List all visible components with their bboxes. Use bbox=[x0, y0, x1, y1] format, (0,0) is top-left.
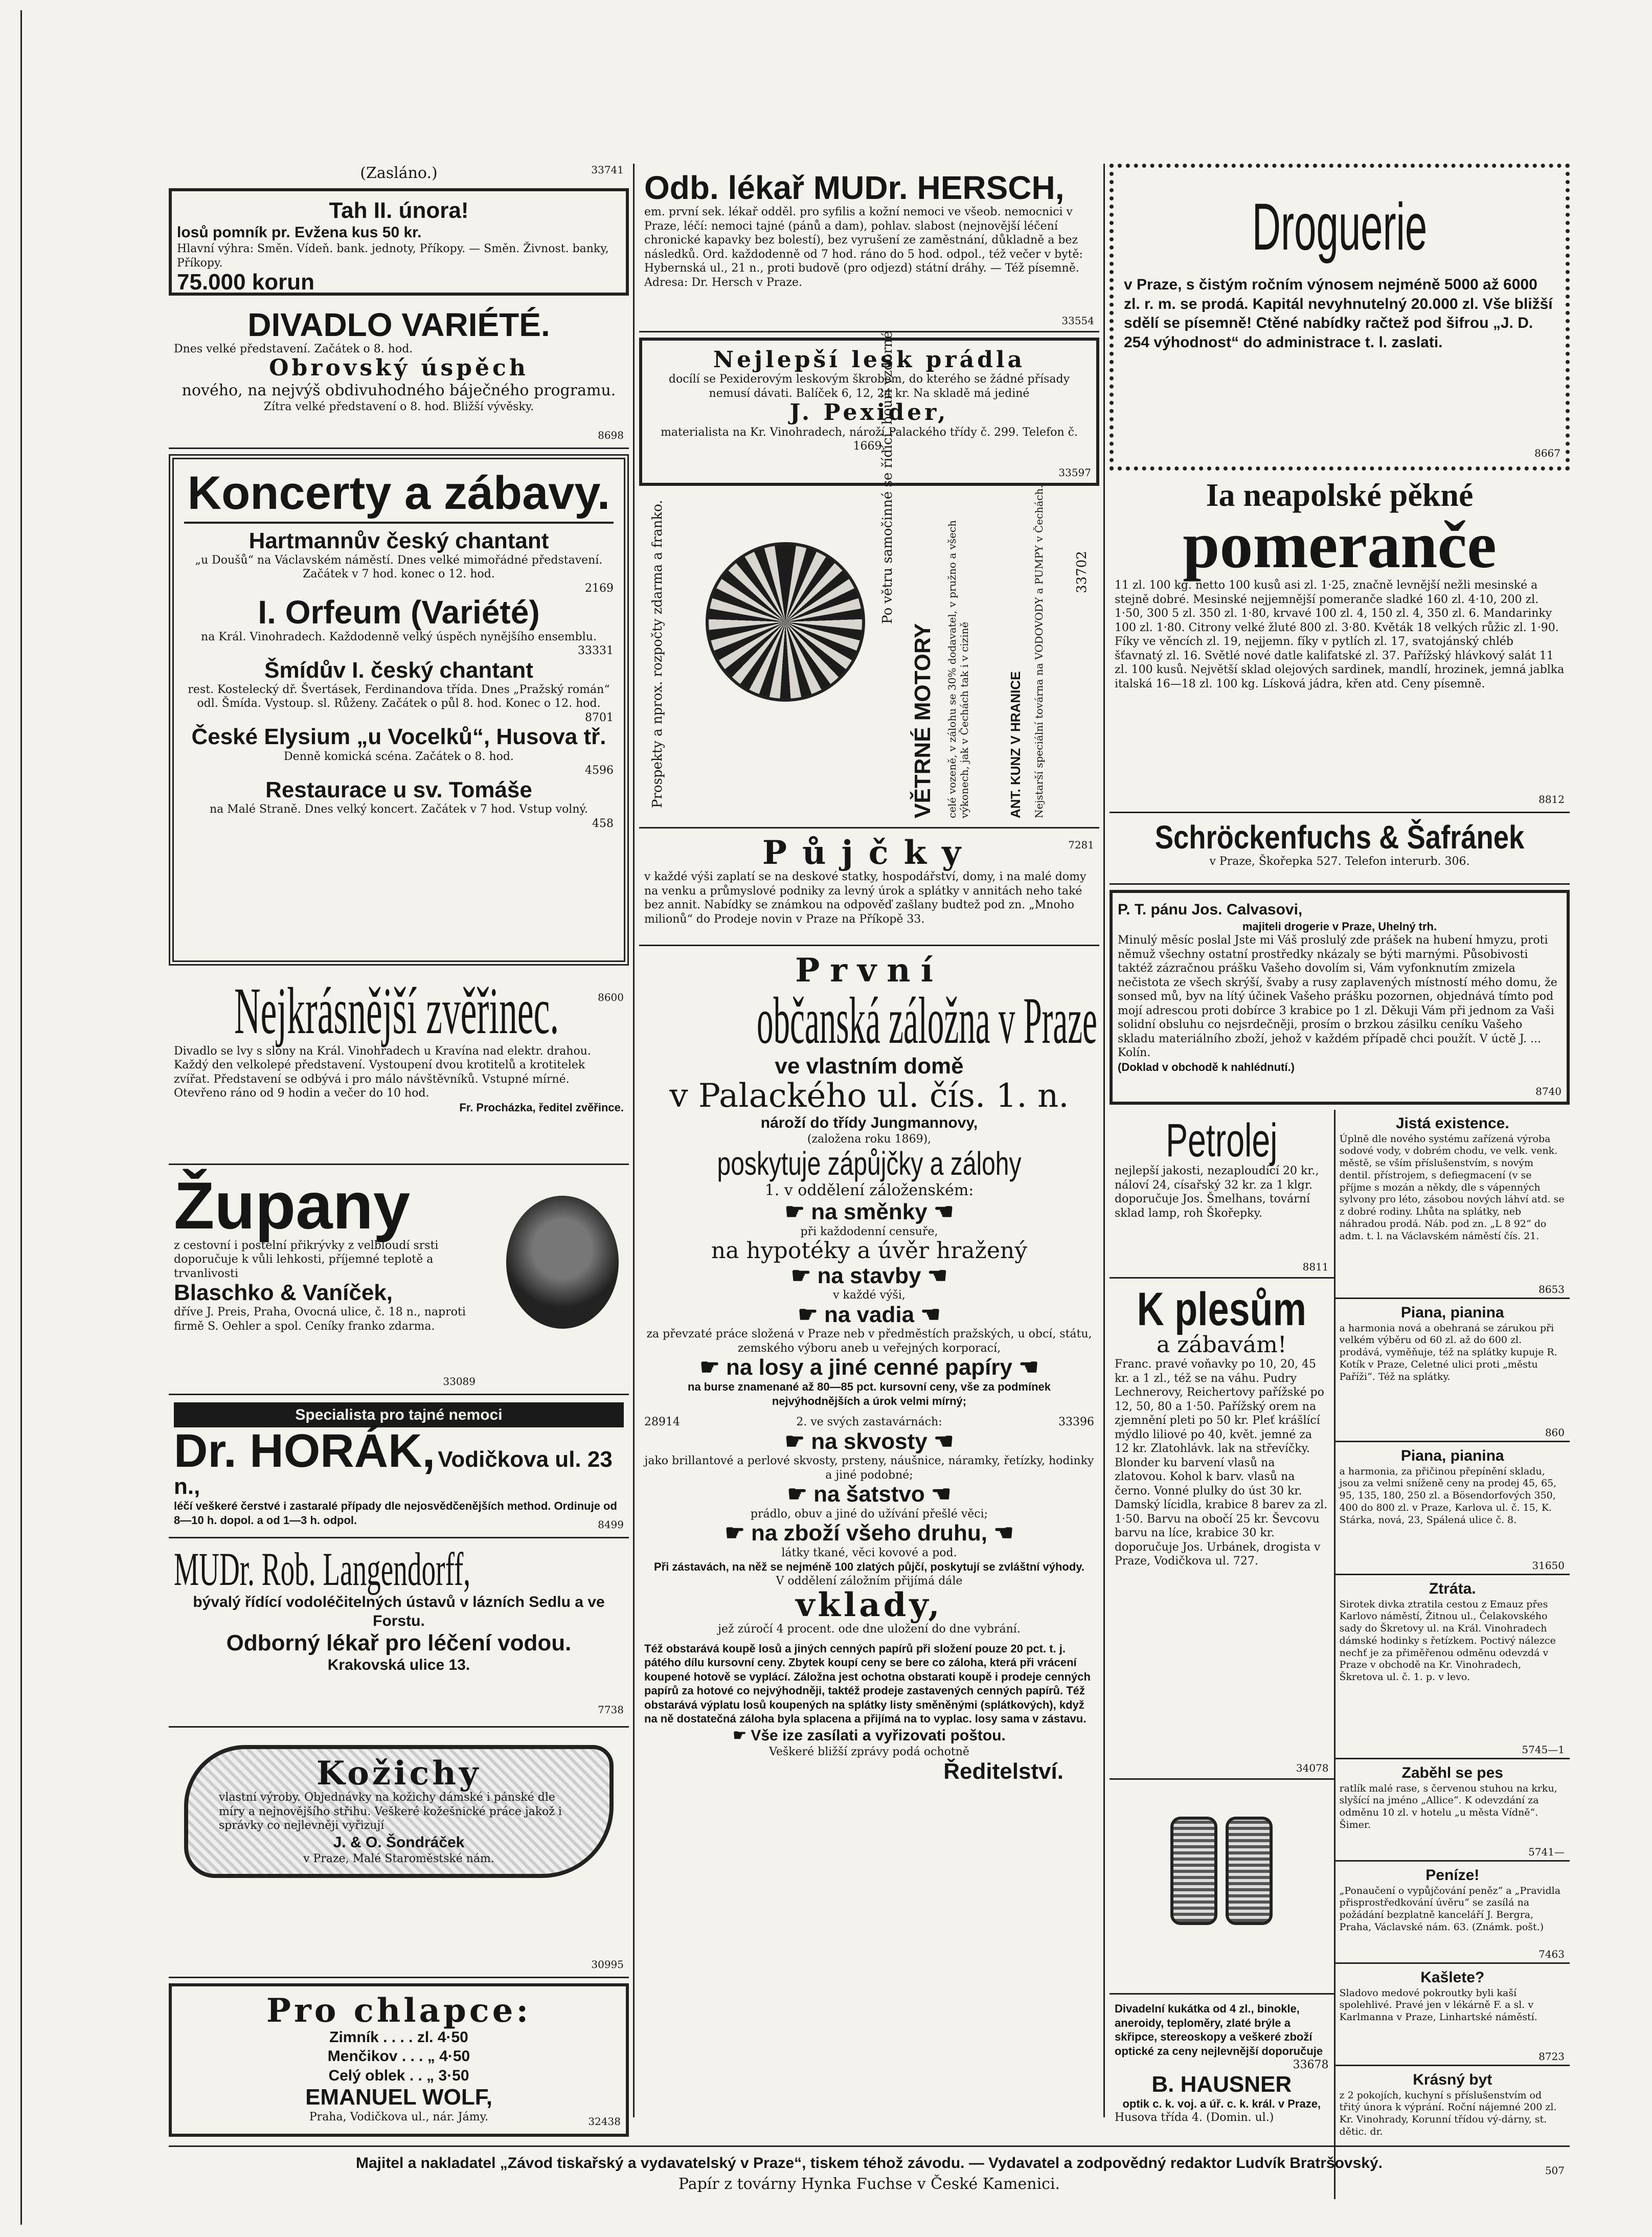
pawn-header-row bbox=[644, 1415, 1094, 1429]
ad-number: 8499 bbox=[598, 1518, 624, 1531]
ad-text: Po větru samočinné se řídící, bouří vzdorné bbox=[880, 331, 895, 624]
pexider-ad bbox=[639, 338, 1099, 486]
service-title: na vadia bbox=[824, 1302, 915, 1327]
ad-number: 8740 bbox=[1535, 1085, 1562, 1098]
venue-title: I. Orfeum (Variété) bbox=[258, 594, 540, 631]
ad-text: v Praze, s čistým ročním výnosem nejméně 5000 až 6000 zl. r. m. se prodá. Kapitál nevyhnutelný 20.000 zl. Vše bližší sdělí se písemně! Ctěné nabídky račtež pod šifrou „J. D. 254 výhodnost“ do administrace t. l. zaslati. bbox=[1124, 276, 1553, 351]
ad-text: Úplně dle nového systému zařízená výroba sodové vody, v dobrém chodu, ve velk. venk. městě, se vším příslušenstvím, s novým dentil. přístrojem, s defiegmacení (v se příjme s mozán a někdy, dle s vápenných sylvony pro léto, zásobou nových láhví atd. se z dobré rodiny. Lhůta na splátky, neb náhradou prodá. Náb. pod zn. „L 8 92“ do adm. t. l. na Václavském náměstí čís. 21. bbox=[1339, 1133, 1565, 1242]
ad-title: Pro chlapce: bbox=[266, 1991, 532, 2030]
ad-number: 33554 bbox=[1061, 315, 1094, 327]
ad-text: Minulý měsíc poslal Jste mi Váš proslulý zde prášek na hubení hmyzu, proti němuž všechny ostatní prostředky nkázaly se býti marnými. Působivosti taktéž zázračnou prášku Vašeho dovolím si, Vám vyfonknutím zmizela nečistota ze všech skrýší, švaby a rusy zaplavených místností mého domu, že sonsed mů, byv na lítý účinek Vašeho prášku pozornen, objednává tímto pod mojí adrescou proti dobírce 3 krabice po 1 zl. Děkuji Vám při jednom za Vaši solidní obsluhu co nejsrdečněji, prosím o brzkou zásilku ceníku Vašeho skladu materiálního zboží, jehož v každém případě chci použít. V úctě J. ... Kolín. bbox=[1118, 934, 1557, 1059]
lottery-head: Tah II. února! bbox=[329, 197, 469, 223]
ad-number: 458 bbox=[592, 817, 614, 830]
venue-title: Hartmannův český chantant bbox=[248, 528, 549, 553]
service-title: na směnky bbox=[811, 1199, 927, 1225]
ad-address: v Praze, Škořepka 527. Telefon interurb. 306. bbox=[1209, 855, 1470, 868]
lottery-line: Hlavní výhra: Směn. Vídeň. bank. jednoty, Příkopy. — Směn. Živnost. banky, Příkopy. bbox=[177, 242, 609, 270]
ad-address: Vodičkova ul. 23 n., bbox=[174, 1447, 613, 1499]
venue-text: na Malé Straně. Dnes velký koncert. Začátek v 7 hod. Vstup volný. bbox=[209, 803, 589, 816]
piana-kotik-ad bbox=[1336, 1299, 1570, 1442]
ad-number: 33741 bbox=[591, 164, 624, 176]
pro-chlapce-ad bbox=[169, 1983, 629, 2137]
ad-number: 33396 bbox=[1058, 1416, 1094, 1429]
ad-title: VĚTRNÉ MOTORY bbox=[910, 623, 935, 818]
ad-number: 33702 bbox=[1074, 551, 1090, 593]
zaslano-label: (Zasláno.) bbox=[360, 164, 438, 182]
footer-rule bbox=[169, 2145, 1570, 2147]
pomerance-ad bbox=[1110, 471, 1570, 813]
service-title: na skvosty bbox=[811, 1428, 927, 1454]
ad-text: vlastní výroby. Objednávky na kožichy dámské i pánské dle míry a nejnovějšího střihu. Veškeré kožešnické práce jakož i správky co nejlevněji vyřizují bbox=[219, 1791, 562, 1832]
ad-text: celé vozeně, v zálohu se 30% dodavatel, v pružno a všech výkonech, jak v Čechách tak i v cizině bbox=[946, 520, 970, 818]
ad-number: 8600 bbox=[598, 991, 624, 1003]
service-text: 2. ve svých zastavárnách: bbox=[796, 1416, 942, 1429]
ad-text: 11 zl. 100 kg. netto 100 kusů asi zl. 1·25, značně levnější nežli mesinské a stejně dobré. Mesinské nejjemnější pomeranče sladké 160 zl. 4·10, 200 zl. 1·50, 300 5 zl. 350 zl. 1·80, krvavé 100 zl. 4, 150 zl. 4, 350 zl. 6. Mandarinky 100 zl. 1·80. Citrony velké žluté 800 zl. 3·80. Květák 18 velkých růžic zl. 1·90. Fíky ve věncích zl. 19, nejjemn. fíky v pytlích zl. 17, svatojánský chléb šťavnatý zl. 16. Světlé nové datle kalifatské zl. 37. Pařížský hlávkový salát 11 zl. 100 kusů. Největší sklad olejových sardinek, mandlí, hrozinek, jemná jablka italská 16—18 zl. 100 kg. Lísková jádra, křen atd. Ceny písemně. bbox=[1115, 579, 1565, 690]
ad-number: 28914 bbox=[644, 1416, 680, 1429]
ad-title: Petrolej bbox=[1166, 1114, 1278, 1167]
ad-text: Franc. pravé voňavky po 10, 20, 45 kr. a 1 zl., též se na váhu. Pudry Lechnerovy, Reichertovy pařížské po 12, 50, 80 a 1·50. Pařížský orem na zjemnění pleti po 50 kr. Pleť krášlící mýdlo liliové po 40, květ. jemné za 12 kr. Zlatohlávk. lak na střevíčky. Blonder ku barvení vlasů na zlatovou. Kohol k barv. vlasů na černo. Vonné plulky do úst 30 kr. Damský lícidla, krabice 8 barev za zl. 1·50. Barvu na obočí 25 kr. Ševcovu barvu na líce, krabice 30 kr. doporučuje Jos. Urbánek, drogista v Praze, Vodičkova ul. 727. bbox=[1115, 1358, 1328, 1568]
ad-number: 34078 bbox=[1296, 1762, 1329, 1774]
zupany-ad bbox=[169, 1165, 629, 1395]
man-portrait-icon bbox=[506, 1196, 619, 1329]
ad-title: DIVADLO VARIÉTÉ. bbox=[247, 306, 550, 343]
ad-number: 8812 bbox=[1538, 793, 1565, 806]
ad-number: 5745—1 bbox=[1522, 1743, 1565, 1756]
ad-text: „Ponaučení o vypůjčování peněz“ a „Pravidla přisprostředkování úvěru“ se zasílá na požádání bezplatně kanceláří J. Bergra, Praha, Václavské nám. 63. (Známk. pošt.) bbox=[1339, 1885, 1561, 1933]
service-text: prádlo, obuv a jiné do užívání přešlé věci; bbox=[750, 1507, 988, 1520]
ztrata-ad bbox=[1336, 1575, 1570, 1759]
service-title: na hypotéky a úvěr hražený bbox=[711, 1238, 1028, 1264]
ad-number: 8667 bbox=[1534, 447, 1560, 459]
ad-number: 33089 bbox=[443, 1375, 476, 1388]
ad-firm: EMANUEL WOLF, bbox=[305, 2085, 492, 2110]
ad-number: 30995 bbox=[591, 1958, 624, 1971]
pointing-hand-row: ☛ Vše ize zasílati a vyřizovati poštou. bbox=[733, 1727, 1006, 1744]
venue-text: rest. Kostelecký dř. Švertásek, Ferdinandova třída. Dnes „Pražský román“ odl. Šmída. Vystoup. sl. Růženy. Začátek o půl 8. hod. Konec o 12. hod. bbox=[188, 683, 610, 710]
venue-title: Šmídův I. český chantant bbox=[264, 657, 533, 683]
ad-address: materialista na Kr. Vinohradech, nároží Palackého třídy č. 299. Telefon č. 1669. bbox=[661, 426, 1078, 453]
imprint-line: Majitel a nakladatel „Závod tiskařský a vydavatelský v Praze“, tiskem téhož závodu. — Vydavatel a zodpovědný redaktor Ludvík Bratršovský. bbox=[355, 2155, 1383, 2172]
ad-title: Krásný byt bbox=[1413, 2071, 1492, 2088]
price-row: Zimník . . . . zl. 4·50 bbox=[329, 2028, 468, 2046]
ad-text: nového, na nejvýš obdivuhodného báječného programu. bbox=[182, 381, 616, 399]
ad-title: K plesům bbox=[1137, 1283, 1306, 1335]
service-text: V oddělení záložním přijímá dále bbox=[776, 1574, 963, 1587]
ad-title: Dr. HORÁK, bbox=[174, 1425, 436, 1477]
ad-text: docílí se Pexiderovým leskovým škrobem, do kterého se žádné přísady nemusí dávati. Balíček 6, 12, 24 kr. Na skladě má jediné bbox=[668, 373, 1070, 400]
ad-text: em. první sek. lékař odděl. pro syfilis a kožní nemoci ve všeob. nemocnici v Praze, léčí: nemoci tajné (pánů a dam), pohlav. slabost (nejnovější léčení chronické kapavky bez bolestí), bez vyrušení ze zaměstnání, důkladně a bez následků. Ord. každodenně od 7 hod. ráno do 5 hod. odpol., též večer v bytě: Hybernská ul., 21 n., proti budově (pro odjezd) státní dráhy. — Též písemně. Adresa: Dr. Hersch v Praze. bbox=[644, 206, 1083, 289]
penize-ad bbox=[1336, 1862, 1570, 1964]
ad-text: (Doklad v obchodě k nahlédnutí.) bbox=[1118, 1060, 1295, 1073]
ad-firm: J. Pexider, bbox=[789, 399, 949, 426]
ad-signature: Ředitelství. bbox=[943, 1758, 1063, 1784]
binoculars-illustration bbox=[1110, 1780, 1334, 1995]
lottery-line: losů pomník pr. Evžena kus 50 kr. bbox=[177, 223, 422, 241]
ad-number: 32438 bbox=[588, 2115, 621, 2128]
ad-subtitle: Ia neapolské pěkné bbox=[1206, 477, 1474, 513]
pes-ad bbox=[1336, 1759, 1570, 1862]
section-title: Koncerty a zábavy. bbox=[187, 466, 610, 519]
service-title: na šatstvo bbox=[813, 1482, 925, 1507]
piana-starka-ad bbox=[1336, 1442, 1570, 1575]
ad-subtitle: Obrovský úspěch bbox=[269, 355, 529, 382]
ad-subtitle: Odborný lékař pro léčení vodou. bbox=[226, 1630, 572, 1656]
ad-firm: J. & O. Šondráček bbox=[333, 1833, 465, 1851]
lottery-ad bbox=[169, 188, 629, 296]
price-row: Celý oblek . . „ 3·50 bbox=[328, 2067, 469, 2084]
ad-text: nároží do třídy Jungmannovy, bbox=[760, 1114, 978, 1131]
binoculars-icon bbox=[1165, 1792, 1278, 1925]
ad-number: 860 bbox=[1545, 1426, 1565, 1439]
ad-address: Krakovská ulice 13. bbox=[327, 1656, 470, 1673]
ad-firm: ANT. KUNZ V HRANICE bbox=[1008, 671, 1023, 818]
ad-title: pomeranče bbox=[1183, 508, 1497, 583]
ad-text: Divadelní kukátka od 4 zl., binokle, aneroidy, teploměry, zlaté brýle a skřipce, stereoskopy a veškeré zboží optické za ceny nejlevnější doporučuje bbox=[1115, 2002, 1323, 2057]
ad-subtitle: majiteli drogerie v Praze, Uhelný trh. bbox=[1242, 920, 1437, 933]
ad-number: 5741— bbox=[1528, 1846, 1565, 1858]
column-3 bbox=[1110, 164, 1570, 2199]
ad-number: 33331 bbox=[578, 644, 614, 658]
venue-title: Restaurace u sv. Tomáše bbox=[265, 777, 532, 802]
ad-subtitle: a zábavám! bbox=[1157, 1332, 1287, 1358]
ad-title: Piana, pianina bbox=[1400, 1447, 1504, 1464]
horak-ad bbox=[169, 1395, 629, 1538]
langendorff-ad bbox=[169, 1538, 629, 1728]
ad-text: z 2 pokojích, kuchyní s příslušenstvím od třitý února k výprání. Roční nájemné 200 zl. Kr. Vinohrady, Korunní třídou vý-dárny, st. dětic. dr. bbox=[1339, 2089, 1557, 2137]
ad-number: 2169 bbox=[585, 581, 614, 595]
ad-signature: Fr. Procházka, ředitel zvěřince. bbox=[459, 1101, 624, 1114]
col3-split bbox=[1110, 1110, 1570, 2199]
column-2 bbox=[639, 164, 1099, 2225]
ad-address: v Praze, Malé Staroměstské nám. bbox=[303, 1852, 494, 1866]
pujcky-ad bbox=[639, 829, 1099, 946]
ad-number: 8653 bbox=[1538, 1283, 1565, 1295]
price-row: Menčikov . . . „ 4·50 bbox=[327, 2048, 470, 2065]
hersch-ad bbox=[639, 164, 1099, 332]
ad-text: z cestovní i postelní přikrývky z velbloudí srsti doporučuje k vůli lehkosti, příjemné teplotě a trvanlivosti bbox=[174, 1239, 439, 1280]
ad-title: občanská záložna v Praze bbox=[757, 984, 1097, 1058]
ad-address: v Palackého ul. čís. 1. n. bbox=[669, 1077, 1069, 1115]
ad-text: Nejstarší speciální továrna na VODOVODY a PUMPY v Čechách. bbox=[1033, 485, 1045, 818]
fur-pelt-illustration bbox=[184, 1745, 614, 1878]
ad-title: Župany bbox=[174, 1168, 411, 1243]
ad-number: 8723 bbox=[1538, 2050, 1565, 2063]
ad-title: Zaběhl se pes bbox=[1401, 1764, 1503, 1781]
ad-number: 7463 bbox=[1538, 1948, 1565, 1960]
ad-text: a harmonia nová a obehraná se zárukou při velkém výběru od 60 zl. až do 600 zl. prodává, vyměňuje, též na splátky kupuje R. Kotík v Praze, Celetné ulici proti „městu Paříži“. Též na splátky. bbox=[1339, 1322, 1557, 1382]
service-text: látky tkané, věci kovové a pod. bbox=[781, 1546, 957, 1559]
ad-address: Praha, Vodičkova ul., nár. Jámy. bbox=[309, 2110, 489, 2123]
zaslano-header bbox=[169, 164, 629, 183]
ad-number: 4596 bbox=[585, 764, 614, 777]
column-1 bbox=[169, 164, 629, 2142]
ad-number: 33597 bbox=[1058, 466, 1091, 479]
ad-title: MUDr. Rob. Langendorff, bbox=[174, 1542, 471, 1595]
col3-left bbox=[1110, 1110, 1336, 2199]
ad-title: Kožichy bbox=[316, 1754, 482, 1793]
ad-text: Též obstarává koupě losů a jiných cenných papírů při složení pouze 20 pct. t. j. pátého dílu kursovní ceny. Zbytek koupí ceny se bere co záloha, která při vrácení koupené hotově se vyplácí. Záložna jest ochotna obstarati koupě i prodeje cenných papírů za hotové co nejvýhodněji, taktéž prodeje zastavených cenných papírů. Též obstarává výplatu losů koupených na splátky listy směněnými (splátkových), když na ně dostatečná záloha byla splacena a přijímá na to vyplac. losy sama v zástavu. bbox=[644, 1642, 1091, 1726]
ad-title: Peníze! bbox=[1425, 1867, 1480, 1884]
venue-title: České Elysium „u Vocelků“, Husova tř. bbox=[191, 724, 606, 750]
ad-text: Divadlo se lvy s slony na Král. Vinohradech u Kravína nad elektr. drahou. Každý den velkolepé představení. Vystoupení dvou krotitelů a krotitelek zvířat. Představení se odbývá i pro málo návštěvníků. Vstupné mírné. Otevřeno ráno od 9 hodin a večer do 10 hod. bbox=[174, 1044, 591, 1100]
ad-bar: Specialista pro tajné nemoci bbox=[174, 1402, 624, 1428]
ad-number: 8811 bbox=[1302, 1261, 1329, 1273]
ad-text: (založena roku 1869), bbox=[807, 1133, 932, 1146]
service-text: jako brillantové a perlové skvosty, prsteny, náušnice, náramky, řetízky, hodinky a jiné podobné; bbox=[644, 1455, 1094, 1482]
ad-title: Nejkrásnější zvěřinec. bbox=[234, 974, 559, 1048]
ad-subtitle: poskytuje zápůjčky a zálohy bbox=[717, 1145, 1022, 1182]
col3-right bbox=[1336, 1110, 1570, 2199]
pointing-hand-row: ☛ na vadia ☚ bbox=[798, 1302, 941, 1327]
service-text: na burse znamenané až 80—85 pct. kursovní ceny, vše za podmínek nejvýhodnějších a úrok velmi mírný; bbox=[688, 1380, 1051, 1407]
ad-text: Zítra velké představení o 8. hod. Bližší vývěsky. bbox=[263, 400, 534, 414]
ad-subtitle: optik c. k. voj. a úř. c. k. král. v Praze, bbox=[1122, 2097, 1321, 2110]
service-text: jež zúročí 4 procent. ode dne uložení do dne vybrání. bbox=[718, 1623, 1021, 1636]
ad-title: Jistá existence. bbox=[1395, 1115, 1509, 1132]
ad-number: 31650 bbox=[1532, 1559, 1565, 1572]
jista-existence-ad bbox=[1336, 1110, 1570, 1299]
imprint-footer bbox=[169, 2153, 1570, 2195]
service-title: na losy a jiné cenné papíry bbox=[726, 1355, 1012, 1380]
service-title: na stavby bbox=[817, 1263, 921, 1288]
pointing-hand-row: ☛ na skvosty ☚ bbox=[784, 1428, 954, 1454]
ad-text: v každé výši zaplatí se na deskové statky, hospodářství, domy, i na malé domy na venku a průmyslové podniky za levný úrok a splátky v annitách neho také bez annit. Nabídky se známkou na odpověď zašlany budtež pod zn. „Mnoho milionů“ do Prodeje novin v Praze na Příkopě 33. bbox=[644, 870, 1087, 926]
pointing-hand-row: ☛ na losy a jiné cenné papíry ☚ bbox=[699, 1355, 1039, 1380]
ad-number: 7738 bbox=[598, 1703, 624, 1716]
binding-line bbox=[20, 10, 22, 2225]
ad-title: Nejlepší lesk prádla bbox=[713, 347, 1026, 373]
petrolej-ad bbox=[1110, 1110, 1334, 1279]
ad-firm: B. HAUSNER bbox=[1151, 2071, 1292, 2097]
ad-text: Dnes velké představení. Začátek o 8. hod. bbox=[174, 342, 413, 355]
ad-text: Prospekty a nprox. rozpočty zdarma a franko. bbox=[650, 500, 665, 808]
pointing-hand-row: ☛ na stavby ☚ bbox=[790, 1263, 948, 1288]
service-text: za převzaté práce složená v Praze neb v předměstích pražských, u obcí, státu, zemského výboru aneb u veřejných korporací, bbox=[646, 1328, 1092, 1355]
plesum-ad bbox=[1110, 1279, 1334, 1780]
service-text: při každodenní censuře, bbox=[800, 1225, 938, 1238]
droguerie-ad bbox=[1110, 164, 1570, 471]
ad-text: léčí veškeré čerstvé i zastaralé případy dle nejosvědčenějších method. Ordinuje od 8—10 h. dopol. a od 1—3 h. odpol. bbox=[174, 1500, 617, 1527]
ad-title: Schröckenfuchs & Šafránek bbox=[1155, 819, 1525, 856]
ad-title: Půjčky bbox=[762, 834, 977, 872]
ad-title: Kašlete? bbox=[1420, 1969, 1485, 1986]
pointing-hand-row: ☛ na zboží všeho druhu, ☚ bbox=[725, 1520, 1014, 1546]
ad-title: První bbox=[795, 951, 943, 990]
zalozna-ad bbox=[639, 946, 1099, 2225]
column-rule bbox=[633, 164, 635, 2117]
ad-number: 33678 bbox=[1293, 2059, 1329, 2071]
service-title: na zboží všeho druhu, bbox=[751, 1520, 988, 1546]
divadlo-variete-ad bbox=[169, 301, 629, 449]
ad-title: Odb. lékař MUDr. HERSCH, bbox=[644, 169, 1065, 206]
ad-number: 7281 bbox=[1068, 839, 1094, 851]
ad-title: Piana, pianina bbox=[1400, 1304, 1504, 1321]
ad-text: Vše ize zasílati a vyřizovati poštou. bbox=[751, 1727, 1006, 1744]
ad-title: P. T. pánu Jos. Calvasovi, bbox=[1118, 901, 1303, 918]
ad-text: ratlík malé rase, s červenou stuhou na krku, slyšící na jméno „Allice“. K odevzdání za odměnu 10 zl. v hotelu „u města Vídně“. Šimer. bbox=[1339, 1782, 1557, 1830]
ad-text: Veškeré bližší zprávy podá ochotně bbox=[769, 1746, 969, 1759]
service-text: v každé výši, bbox=[833, 1289, 906, 1302]
venue-text: „u Doušů“ na Václavském náměstí. Dnes velké mimořádné představení. Začátek v 7 hod. konec o 12. hod. bbox=[195, 553, 603, 581]
column-rule bbox=[1103, 164, 1105, 2117]
kaslete-ad bbox=[1336, 1964, 1570, 2066]
kozichy-ad bbox=[169, 1728, 629, 1978]
ad-number: 507 bbox=[1545, 2164, 1565, 2177]
ad-text: a harmonia, za přičinou přepínění skladu, jsou za velmi sníženě ceny na prodej 45, 65, 95, 135, 180, 250 zl. a Bösendorfových 350, 400 do 800 zl. v Praze, Karlova ul. č. 15, K. Stárka, nová, 23, Spálená ulice č. 8. bbox=[1339, 1465, 1557, 1526]
pointing-hand-row: ☛ na šatstvo ☚ bbox=[787, 1482, 952, 1507]
calvasovi-ad bbox=[1110, 890, 1570, 1105]
zverinec-ad bbox=[169, 971, 629, 1165]
service-title: vklady, bbox=[796, 1586, 943, 1625]
ad-firm: Blaschko & Vaníček, bbox=[174, 1280, 393, 1305]
imprint-line: Papír z továrny Hynka Fuchse v České Kamenici. bbox=[678, 2175, 1060, 2193]
ad-number: 8701 bbox=[585, 711, 614, 724]
ad-number: 8698 bbox=[598, 429, 624, 441]
pointing-hand-row: ☛ na směnky ☚ bbox=[784, 1199, 954, 1225]
ad-text: dříve J. Preis, Praha, Ovocná ulice, č. 18 n., naproti firmě S. Oehler a spol. Ceníky franko zdarma. bbox=[174, 1306, 466, 1333]
ad-text: nejlepší jakosti, nezaploudící 20 kr., náloví 24, císařský 32 kr. za 1 klgr. doporučuje Jos. Šmelhans, tovární sklad lamp, roh Škořepky. bbox=[1115, 1165, 1319, 1220]
koncerty-box bbox=[169, 454, 629, 966]
ad-title: Droguerie bbox=[1252, 189, 1428, 264]
venue-text: na Král. Vinohradech. Každodenně velký úspěch nynějšího ensemblu. bbox=[201, 630, 597, 643]
service-text: Při zástavách, na něž se nejméně 100 zlatých půjčí, poskytují se zvláštní výhody. bbox=[653, 1560, 1085, 1574]
ad-address: Husova třída 4. (Domin. ul.) bbox=[1115, 2111, 1274, 2124]
ad-text: 1. v oddělení záloženském: bbox=[764, 1181, 974, 1199]
ad-title: Ztráta. bbox=[1429, 1580, 1476, 1597]
ad-text: Sladovo medové pokroutky byli kaší spolehlivé. Pravé jen v lékárně F. a sl. v Karlmanna v Praze, Linhartské náměstí. bbox=[1339, 1987, 1537, 2023]
ad-subtitle: ve vlastním domě bbox=[775, 1054, 964, 1079]
schrockenfuchs-ad bbox=[1110, 813, 1570, 885]
ad-text: Sirotek divka ztratila cestou z Emauz přes Karlovo náměstí, Žitnou ul., Čelakovského sady do Škretovy ul. na Král. Vinohradech dámské hodinky s řetízkem. Poctivý nálezce nechť je za přiměřenou odměnu odevzdá v Praze v obchodě na Kr. Vinohradech, Škretova ul. č. 1. p. v levo. bbox=[1339, 1598, 1556, 1683]
windmill-icon bbox=[706, 542, 865, 702]
ad-text: bývalý řídící vodoléčitelných ústavů v lázních Sedlu a ve Forstu. bbox=[193, 1593, 605, 1629]
lottery-amount: 75.000 korun bbox=[177, 270, 315, 295]
venue-text: Denně komická scéna. Začátek o 8. hod. bbox=[284, 750, 514, 763]
